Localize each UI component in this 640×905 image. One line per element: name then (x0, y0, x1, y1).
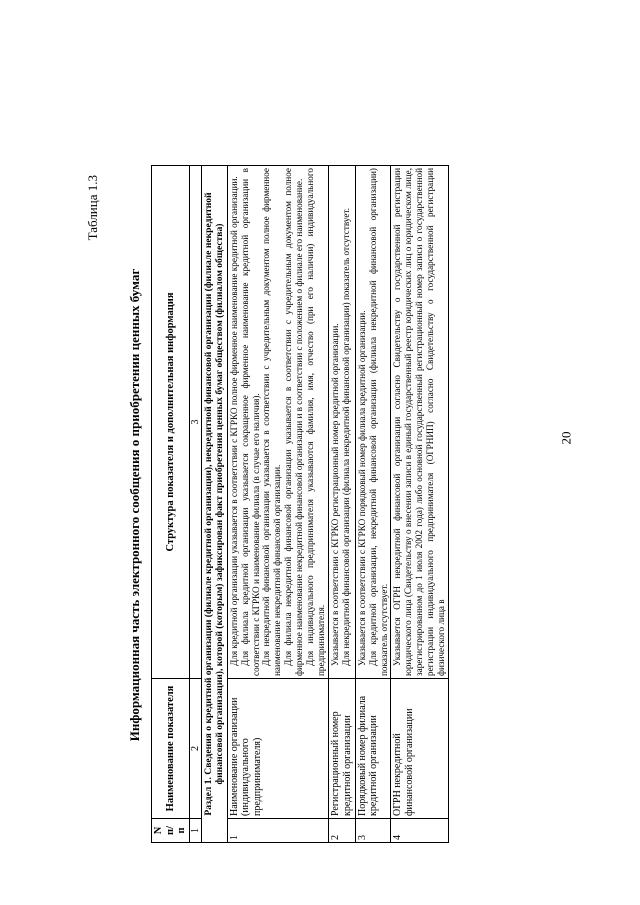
row-number: 2 (329, 819, 356, 843)
info-table (151, 165, 449, 843)
table-row (329, 166, 356, 843)
header-num (152, 819, 190, 843)
description-paragraph: Для филиала некредитной финансовой организации указывается в соответствии с учредительным документом полное фирменное наименование некредитной финансовой организации и в соответствии с положением о филиале его наименование. (283, 168, 305, 676)
description-paragraph: Указывается в соответствии с КГРКО регистрационный номер кредитной организации. (330, 323, 341, 666)
description-paragraph: Указывается ОГРН некредитной финансовой организации согласно Свидетельству о государственной регистрации юридического лица (Свидетельству о внесении записи в единый государственный реестр юридических лиц о юридическом лице, зарегистрированном до 1 июля 2002 года) либо основной государственный регистрационный номер записи о государственной регистрации индивидуального предпринимателя (ОГРНИП) согласно Свидетельству о государственной регистрации физического лица в (392, 168, 447, 676)
table-label: Таблица 1.3 (85, 175, 100, 241)
description-paragraph: Для кредитной организации, некредитной финансовой организации (филиала некредитной финансовой организации) показатель отсутствует. (367, 168, 389, 676)
row-number: 4 (391, 819, 449, 843)
indicator-description (355, 166, 391, 679)
indicator-name: Регистрационный номер кредитной организации (329, 679, 356, 819)
description-paragraph: Для некредитной финансовой организации указывается в соответствии с учредительным документом полное фирменное наименование некредитной финансовой организации. (261, 168, 283, 676)
header-desc: Структура показателя и дополнительная информация (152, 166, 190, 679)
column-number-row (189, 166, 201, 843)
header-name: Наименование показателя (152, 679, 190, 819)
column-number: 2 (189, 679, 201, 819)
indicator-description (391, 166, 449, 679)
section-row (201, 166, 227, 843)
indicator-name: Наименование организации (индивидуального предпринимателя) (227, 679, 328, 819)
header-num-line: N (153, 826, 164, 835)
indicator-description (329, 166, 356, 679)
header-num-line: п (176, 827, 188, 834)
rotated-content (85, 155, 525, 855)
header-num-line: п/ (164, 826, 176, 835)
table-row (391, 166, 449, 843)
document-title: Информационная часть электронного сообщения о приобретении ценных бумаг (127, 268, 142, 742)
indicator-name: Порядковый номер филиала кредитной организации (355, 679, 391, 819)
row-number: 3 (355, 819, 391, 843)
column-number: 1 (189, 819, 201, 843)
section-title: Раздел 1. Сведения о кредитной организации (филиале кредитной организации), некредитной финансовой организации (филиале некредитной финансовой организации), которой (которым) зафиксирован факт приобретения ценных бумаг обществом (филиалом общества) (201, 166, 227, 843)
row-number: 1 (227, 819, 328, 843)
description-paragraph: Для кредитной организации указывается в соответствии с КГРКО полное фирменное наименование кредитной организации. (228, 176, 239, 666)
table-row (355, 166, 391, 843)
description-paragraph: Для некредитной финансовой организации (филиала некредитной финансовой организации) показатель отсутствует. (341, 207, 352, 666)
page-number: 20 (558, 431, 574, 445)
header-row (152, 166, 190, 843)
column-number: 3 (189, 166, 201, 679)
indicator-description (227, 166, 328, 679)
description-paragraph: Для индивидуального предпринимателя указываются фамилия, имя, отчество (при его наличии) индивидуального предпринимателя. (305, 168, 327, 676)
table-row (227, 166, 328, 843)
description-paragraph: Указывается в соответствии с КГРКО порядковый номер филиала кредитной организации. (356, 310, 367, 666)
indicator-name: ОГРН некредитной финансовой организации (391, 679, 449, 819)
description-paragraph: Для филиала кредитной организации указывается сокращенное фирменное наименование кредитной организации в соответствии с КГРКО и наименование филиала (в случае его наличия). (239, 168, 261, 676)
